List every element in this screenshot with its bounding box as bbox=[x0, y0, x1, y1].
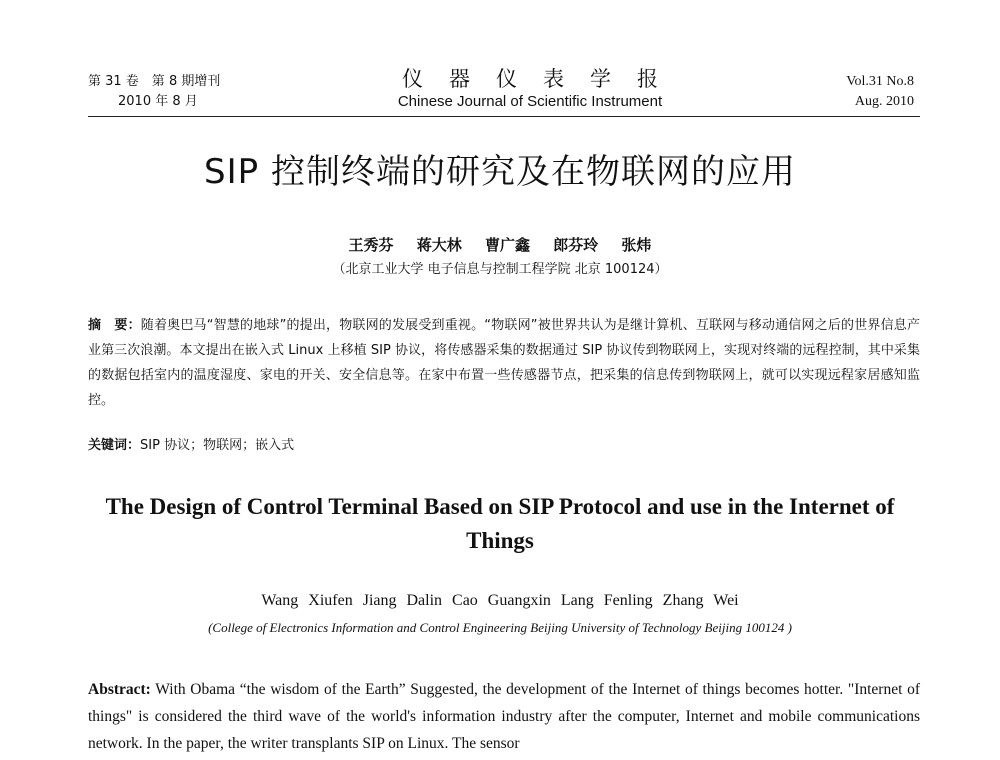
keywords-cn bbox=[88, 436, 920, 456]
paper-title-en: The Design of Control Terminal Based on SIP Protocol and use in the Internet of Things bbox=[105, 494, 895, 553]
journal-volume-info bbox=[88, 72, 220, 112]
abstract-en-label: Abstract: bbox=[88, 681, 151, 698]
abstract-en-text: With Obama “the wisdom of the Earth” Suggested, the development of the Internet of things becomes hotter. "Internet of things" is considered the third wave of the world's information industry after the computer, Internet and mobile communications network. In the paper, the writer transplants SIP on Linux. The sensor bbox=[88, 681, 920, 752]
journal-name-cn: 仪器仪表学报 bbox=[402, 67, 684, 91]
publication-date-en: Aug. 2010 bbox=[854, 94, 914, 109]
abstract-cn-text: 随着奥巴马“智慧的地球”的提出，物联网的发展受到重视。“物联网”被世界共认为是继计算机、互联网与移动通信网之后的世界信息产业第三次浪潮。本文提出在嵌入式 Linux 上移植 SIP 协议，将传感器采集的数据通过 SIP 协议传到物联网上，实现对终端的远程控制，其中采集的数据包括室内的温度湿度、家电的开关、安全信息等。在家中布置一些传感器节点，把采集的信息传到物联网上，就可以实现远程家居感知监控。 bbox=[88, 318, 920, 408]
journal-name-en: Chinese Journal of Scientific Instrument bbox=[397, 93, 663, 110]
abstract-cn bbox=[88, 313, 920, 413]
abstract-cn-label: 摘 要： bbox=[88, 318, 141, 333]
volume-number-en: Vol.31 No.8 bbox=[846, 74, 914, 89]
paper-title-cn: SIP 控制终端的研究及在物联网的应用 bbox=[204, 152, 796, 192]
keywords-cn-text: SIP 协议；物联网；嵌入式 bbox=[140, 438, 295, 453]
authors-en: Wang Xiufen Jiang Dalin Cao Guangxin Lang Fenling Zhang Wei bbox=[261, 592, 739, 609]
keywords-cn-label: 关键词： bbox=[88, 438, 141, 453]
journal-name bbox=[340, 66, 720, 112]
volume-issue: 第 31 卷 第 8 期增刊 bbox=[88, 74, 221, 89]
publication-date-cn: 2010 年 8 月 bbox=[118, 94, 198, 109]
journal-volume-en bbox=[846, 72, 914, 112]
affiliation-en: (College of Electronics Information and Control Engineering Beijing University of Technology Beijing 100124 ) bbox=[208, 620, 792, 635]
authors-cn: 王秀芬 蒋大林 曹广鑫 郎芬玲 张炜 bbox=[348, 236, 652, 254]
abstract-en bbox=[88, 676, 920, 757]
header-rule bbox=[88, 116, 920, 117]
affiliation-cn: （北京工业大学 电子信息与控制工程学院 北京 100124） bbox=[332, 262, 668, 277]
